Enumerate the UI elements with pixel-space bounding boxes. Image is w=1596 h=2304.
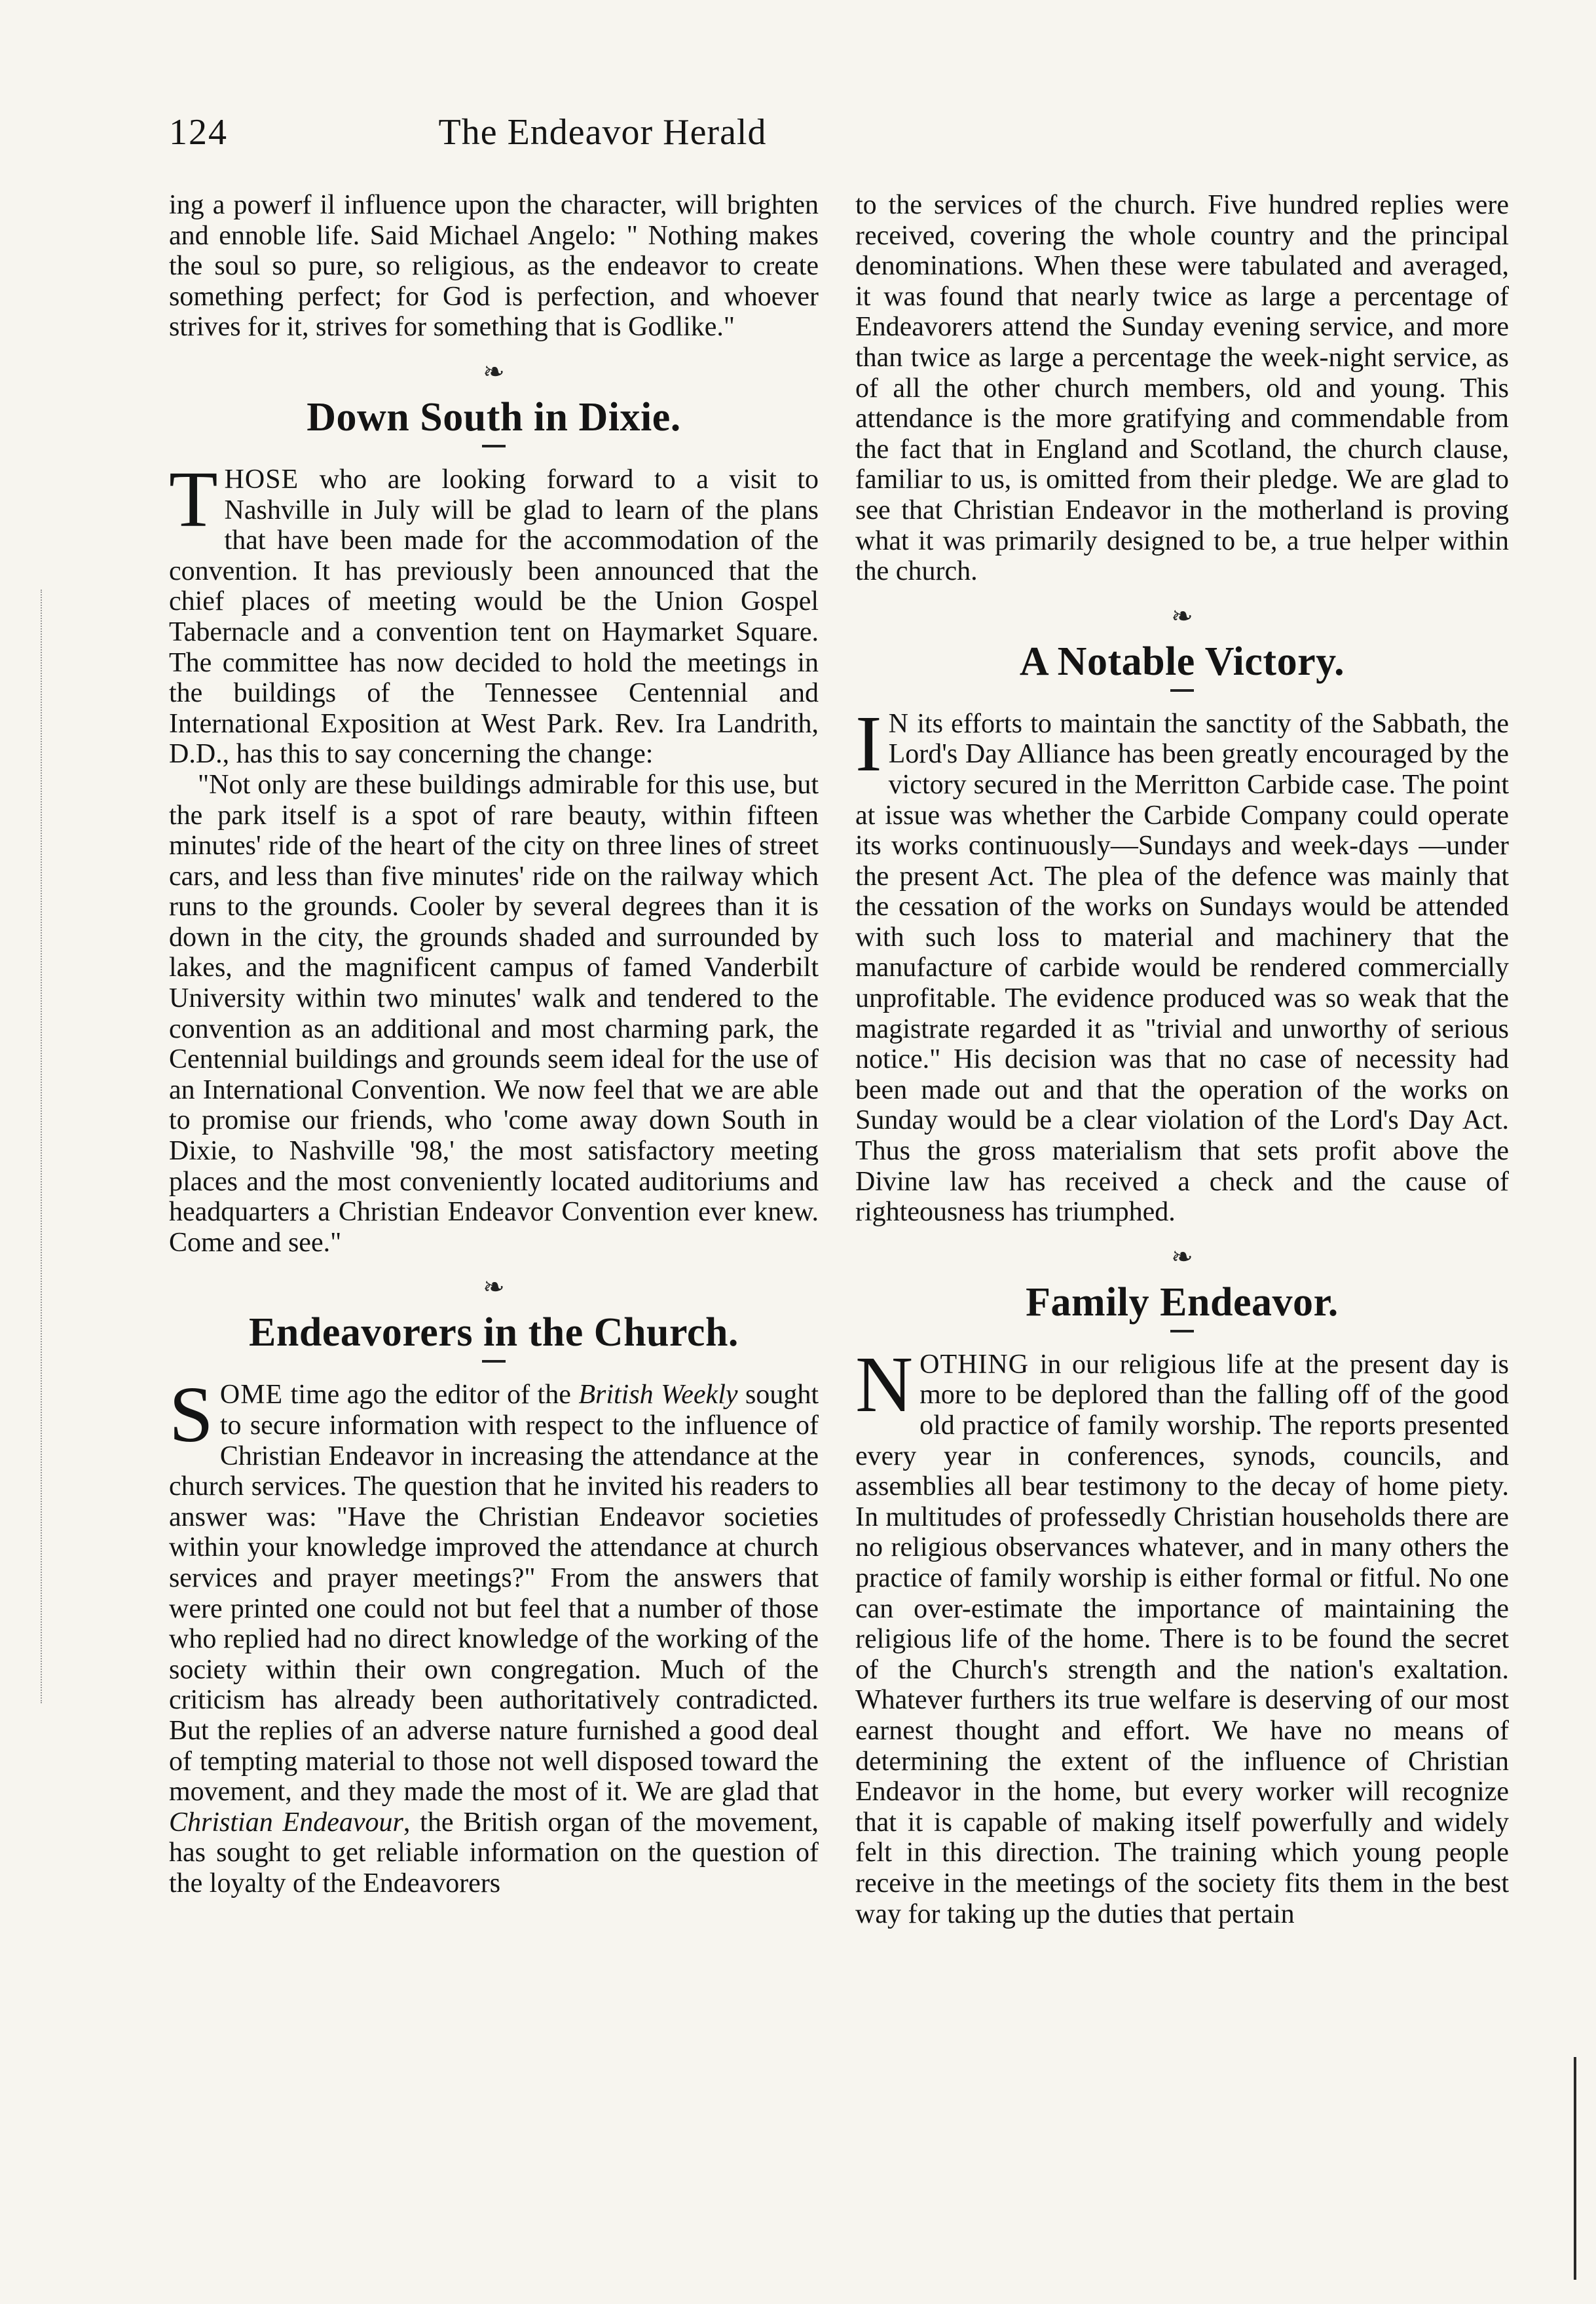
small-caps-lead: HOSE [224,464,299,495]
left-column [169,190,819,2273]
dixie-paragraph-1 [169,455,819,770]
page-edge-mark [1574,2057,1576,2280]
margin-scan-marks [41,590,55,1703]
small-caps-lead: OTHING [919,1349,1030,1380]
title-rule [482,445,506,447]
ornament-icon: ❧ [483,1272,505,1302]
drop-cap: T [169,455,218,544]
paragraph-text: its efforts to maintain the sanctity of the Sabbath, the Lord's Day Alliance has been greatly encouraged by the victory secured in the Merritton Carbide case. The point at issue was whether the Carbide Company could operate its works continuously—Sundays and week-days —under the present Act. The plea of the defence was mainly that the cessation of the works on Sundays would be attended with such loss to material and machinery that the manufacture of carbide would be rendered commercially unprofitable. The evidence produced was so weak that the magistrate regarded it as "trivial and unworthy of serious notice." His decision was that no case of necessity had been made out and that the operation of the works on Sunday would be a clear violation of the Lord's Day Act. Thus the gross materialism that sets profit above the Divine law has received a check and the cause of righteousness has triumphed. [855,708,1509,1228]
ornament-icon: ❧ [1171,1241,1193,1272]
paragraph-text: in our religious life at the present day is more to be deplored than the falling off of the good old practice of family worship. The reports presented every year in conferences, synods, councils, and assemblies all bear testimony to the decay of home piety. In multitudes of professedly Christian households there are no religious observances whatever, and in many others the practice of family worship is either formal or fitful. No one can over-estimate the importance of maintaining the religious life of the home. There is to be found the secret of the Church's strength and the nation's exaltation. Whatever furthers its true welfare is deserving of our most earnest thought and effort. We have no means of determining the extent of the influence of Christian Endeavor in the home, but every worker will recognize that it is capable of making itself powerfully and widely felt in this direction. The training which young people receive in the meetings of the society fits them in the best way for taking up the duties that pertain [855,1349,1509,1929]
title-rule [1170,1330,1194,1332]
victory-paragraph-1 [855,699,1509,1228]
drop-cap: N [855,1340,914,1429]
drop-cap: S [169,1370,213,1460]
italic-publication-title: Christian Endeavour [169,1807,403,1838]
italic-publication-title: British Weekly [578,1380,738,1410]
section-title-victory: A Notable Victory. [1019,639,1345,684]
running-title: The Endeavor Herald [438,112,767,153]
ornament-icon: ❧ [483,356,505,387]
continuation-paragraph: to the services of the church. Five hundred replies were received, covering the whole country and the principal denominations. When these were tabulated and averaged, it was found that nearly twice as large a percentage of Endeavorers attend the Sunday evening service, and more than twice as large a percentage the week-night service, as of all the other church members, old and young. This attendance is the more gratifying and commendable from the fact that in England and Scotland, the church clause, familiar to us, is omitted from their pledge. We are glad to see that Christian Endeavor in the motherland is proving what it was primarily designed to be, a true helper within the church. [855,190,1509,587]
section-title-family: Family Endeavor. [1026,1279,1339,1325]
paragraph-text: time ago the editor of the [283,1380,579,1410]
right-column [855,190,1509,2273]
family-paragraph-1 [855,1340,1509,1929]
drop-cap: I [855,699,882,788]
small-caps-lead: N [888,708,909,739]
ornament-icon: ❧ [1171,601,1193,631]
dixie-paragraph-2: "Not only are these buildings admirable for this use, but the park itself is a spot of rare beauty, within fifteen minutes' ride of the heart of the city on three lines of street cars, and less than five minutes' ride on the railway which runs to the grounds. Cooler by several degrees than it is down in the city, the grounds shaded and surrounded by lakes, and the magnificent campus of famed Vanderbilt University within two minutes' walk and tendered to the convention as an additional and most charming park, the Centennial buildings and grounds seem ideal for the use of an International Convention. We now feel that we are able to promise our friends, who 'come away down South in Dixie, to Nashville '98,' the most satisfactory meeting places and the most conveniently located auditoriums and headquarters a Christian Endeavor Convention ever knew. Come and see." [169,769,819,1258]
paragraph-text: who are looking forward to a visit to Nashville in July will be glad to learn of the plans that have been made for the accommodation of the convention. It has previously been announced that the chief places of meeting would be the Union Gospel Tabernacle and a convention tent on Haymarket Square. The committee has now decided to hold the meetings in the buildings of the Tennessee Centennial and International Exposition at West Park. Rev. Ira Landrith, D.D., has this to say concerning the change: [169,464,819,770]
paragraph-text: sought to secure information with respect to the influence of Christian Endeavor in increasing the attendance at the church services. The question that he invited his readers to answer was: "Have the Christian Endeavor societies within your knowledge improved the attendance at church services and prayer meetings?" From the answers that were printed one could not but feel that a number of those who replied had no direct knowledge of the working of the society within their own congregation. Much of the criticism has already been authoritatively contradicted. But the replies of an adverse nature furnished a good deal of tempting material to those not well disposed toward the movement, and they made the most of it. We are glad that [169,1380,819,1807]
title-rule [482,1360,506,1363]
title-rule [1170,689,1194,692]
section-title-church: Endeavorers in the Church. [249,1310,739,1355]
intro-paragraph: ing a powerf il influence upon the character, will brighten and ennoble life. Said Michael Angelo: " Nothing makes the soul so pure, so religious, as the endeavor to create something perfect; for God is perfection, and whoever strives for it, strives for something that is Godlike." [169,190,819,343]
small-caps-lead: OME [219,1380,284,1410]
page-number: 124 [169,112,228,153]
church-paragraph-1 [169,1370,819,1898]
paragraph-text: , the British organ of the movement, has sought to get reliable information on the question of the loyalty of the Endeavorers [169,1807,819,1898]
section-title-dixie: Down South in Dixie. [306,394,681,440]
page-header [169,111,1036,164]
